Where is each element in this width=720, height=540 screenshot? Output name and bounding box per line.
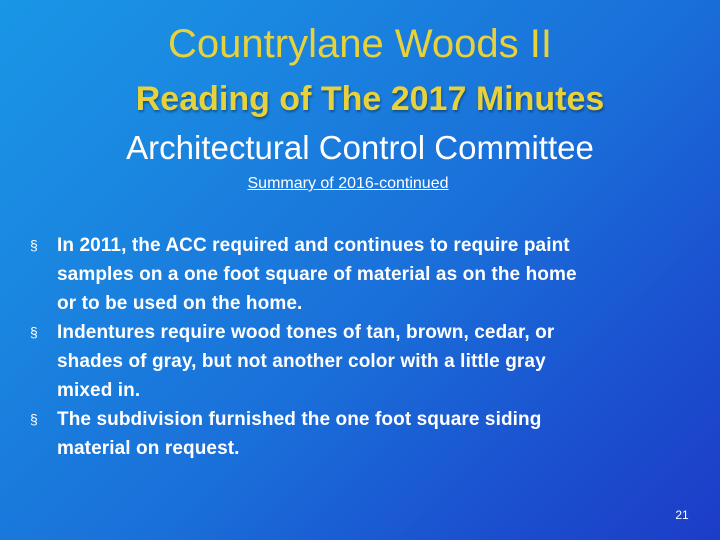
slide-title: Countrylane Woods II [168, 22, 552, 66]
bullet-list [30, 231, 660, 463]
bullet-line: samples on a one foot square of material as on the home [57, 264, 577, 285]
bullet-marker-icon: § [30, 237, 38, 253]
bullet-item [30, 405, 660, 463]
bullet-line: material on request. [57, 438, 240, 459]
bullet-line: The subdivision furnished the one foot square siding [57, 409, 542, 430]
bullet-marker-icon: § [30, 324, 38, 340]
bullet-marker-icon: § [30, 411, 38, 427]
bullet-line: mixed in. [57, 380, 141, 401]
section-heading: Architectural Control Committee [126, 129, 594, 166]
bullet-item [30, 231, 660, 318]
summary-link[interactable]: Summary of 2016-continued [247, 175, 449, 192]
slide-subtitle: Reading of The 2017 Minutes [135, 80, 605, 118]
bullet-line: or to be used on the home. [57, 293, 303, 314]
page-number: 21 [675, 508, 689, 522]
bullet-line: Indentures require wood tones of tan, brown, cedar, or [57, 322, 555, 343]
bullet-item [30, 318, 660, 405]
bullet-line: shades of gray, but not another color with a little gray [57, 351, 546, 372]
bullet-line: In 2011, the ACC required and continues to require paint [57, 235, 570, 256]
